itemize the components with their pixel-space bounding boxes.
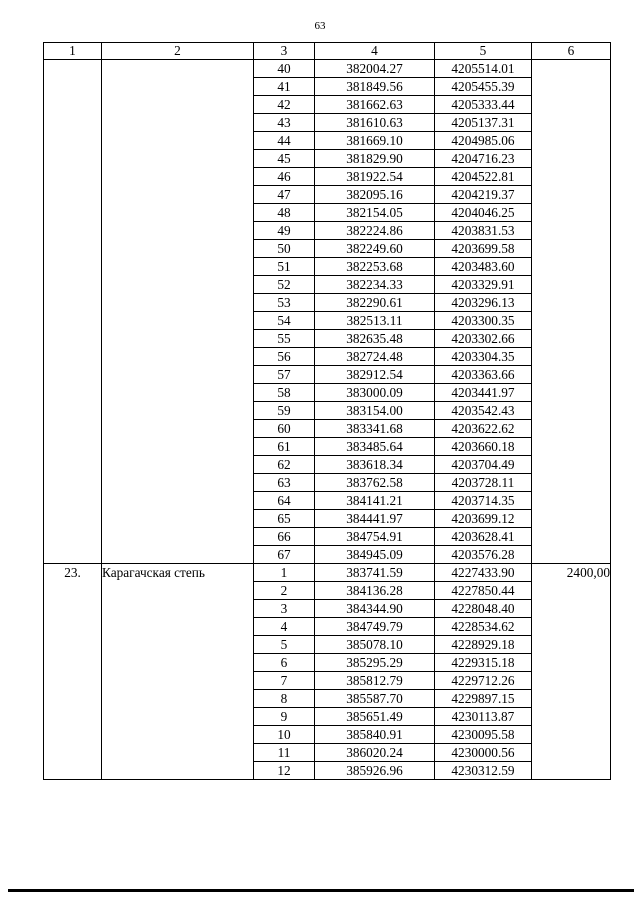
point-number: 65: [254, 510, 315, 528]
point-number: 40: [254, 60, 315, 78]
point-number: 52: [254, 276, 315, 294]
coord-y: 4204046.25: [435, 204, 532, 222]
section-number: [44, 60, 102, 564]
point-number: 51: [254, 258, 315, 276]
coord-y: 4203622.62: [435, 420, 532, 438]
coord-x: 382635.48: [315, 330, 435, 348]
coord-x: 382249.60: [315, 240, 435, 258]
coord-x: 381829.90: [315, 150, 435, 168]
coord-y: 4204219.37: [435, 186, 532, 204]
point-number: 11: [254, 744, 315, 762]
point-number: 50: [254, 240, 315, 258]
coord-x: 382912.54: [315, 366, 435, 384]
coord-y: 4203714.35: [435, 492, 532, 510]
point-number: 44: [254, 132, 315, 150]
coord-x: 381669.10: [315, 132, 435, 150]
coord-y: 4205137.31: [435, 114, 532, 132]
coord-x: 381610.63: [315, 114, 435, 132]
coord-x: 382253.68: [315, 258, 435, 276]
coord-x: 385812.79: [315, 672, 435, 690]
coord-x: 382224.86: [315, 222, 435, 240]
point-number: 48: [254, 204, 315, 222]
point-number: 42: [254, 96, 315, 114]
coord-y: 4205455.39: [435, 78, 532, 96]
coord-x: 382513.11: [315, 312, 435, 330]
section-name: [102, 60, 254, 564]
point-number: 12: [254, 762, 315, 780]
coord-x: 384136.28: [315, 582, 435, 600]
coord-x: 383341.68: [315, 420, 435, 438]
coord-x: 382290.61: [315, 294, 435, 312]
coord-y: 4203300.35: [435, 312, 532, 330]
coord-x: 382004.27: [315, 60, 435, 78]
coord-x: 386020.24: [315, 744, 435, 762]
column-header: 6: [532, 43, 611, 60]
coord-y: 4203628.41: [435, 528, 532, 546]
coord-y: 4203302.66: [435, 330, 532, 348]
point-number: 60: [254, 420, 315, 438]
coord-x: 385840.91: [315, 726, 435, 744]
coord-y: 4228929.18: [435, 636, 532, 654]
section-area: 2400,00: [532, 564, 611, 780]
coord-y: 4228534.62: [435, 618, 532, 636]
coord-y: 4228048.40: [435, 600, 532, 618]
section-area: [532, 60, 611, 564]
point-number: 63: [254, 474, 315, 492]
table-row: [44, 60, 611, 78]
point-number: 55: [254, 330, 315, 348]
coord-y: 4203576.28: [435, 546, 532, 564]
column-header: 3: [254, 43, 315, 60]
point-number: 4: [254, 618, 315, 636]
coord-y: 4203831.53: [435, 222, 532, 240]
point-number: 3: [254, 600, 315, 618]
coord-y: 4230000.56: [435, 744, 532, 762]
coord-x: 381849.56: [315, 78, 435, 96]
point-number: 45: [254, 150, 315, 168]
point-number: 47: [254, 186, 315, 204]
point-number: 66: [254, 528, 315, 546]
coord-y: 4203660.18: [435, 438, 532, 456]
coord-y: 4227433.90: [435, 564, 532, 582]
table-header: [44, 43, 611, 60]
coord-y: 4203483.60: [435, 258, 532, 276]
section-number: 23.: [44, 564, 102, 780]
coord-x: 383154.00: [315, 402, 435, 420]
point-number: 62: [254, 456, 315, 474]
coord-x: 383762.58: [315, 474, 435, 492]
coord-y: 4203704.49: [435, 456, 532, 474]
point-number: 1: [254, 564, 315, 582]
coord-x: 383485.64: [315, 438, 435, 456]
coord-x: 384141.21: [315, 492, 435, 510]
coord-x: 385926.96: [315, 762, 435, 780]
coord-x: 382154.05: [315, 204, 435, 222]
point-number: 53: [254, 294, 315, 312]
point-number: 9: [254, 708, 315, 726]
coord-x: 382234.33: [315, 276, 435, 294]
column-header: 2: [102, 43, 254, 60]
coord-x: 382724.48: [315, 348, 435, 366]
page-number: 63: [314, 20, 326, 32]
coord-y: 4203441.97: [435, 384, 532, 402]
coord-x: 385651.49: [315, 708, 435, 726]
header-row: [44, 43, 611, 60]
point-number: 7: [254, 672, 315, 690]
column-header: 5: [435, 43, 532, 60]
point-number: 49: [254, 222, 315, 240]
coord-y: 4230312.59: [435, 762, 532, 780]
coord-y: 4230095.58: [435, 726, 532, 744]
coord-x: 384344.90: [315, 600, 435, 618]
column-header: 1: [44, 43, 102, 60]
coord-y: 4203699.58: [435, 240, 532, 258]
coord-x: 382095.16: [315, 186, 435, 204]
point-number: 67: [254, 546, 315, 564]
coord-x: 384754.91: [315, 528, 435, 546]
point-number: 57: [254, 366, 315, 384]
coord-y: 4227850.44: [435, 582, 532, 600]
coord-x: 385078.10: [315, 636, 435, 654]
coord-x: 381662.63: [315, 96, 435, 114]
point-number: 2: [254, 582, 315, 600]
section-name: Карагачская степь: [102, 564, 254, 780]
coord-x: 381922.54: [315, 168, 435, 186]
point-number: 58: [254, 384, 315, 402]
coord-y: 4204522.81: [435, 168, 532, 186]
coord-x: 383000.09: [315, 384, 435, 402]
coord-y: 4229897.15: [435, 690, 532, 708]
coord-x: 384945.09: [315, 546, 435, 564]
point-number: 8: [254, 690, 315, 708]
coord-x: 384749.79: [315, 618, 435, 636]
coord-y: 4203304.35: [435, 348, 532, 366]
coord-y: 4230113.87: [435, 708, 532, 726]
coord-y: 4203329.91: [435, 276, 532, 294]
point-number: 61: [254, 438, 315, 456]
coord-x: 384441.97: [315, 510, 435, 528]
point-number: 46: [254, 168, 315, 186]
point-number: 59: [254, 402, 315, 420]
coord-x: 385587.70: [315, 690, 435, 708]
coord-y: 4203363.66: [435, 366, 532, 384]
point-number: 41: [254, 78, 315, 96]
coord-y: 4205333.44: [435, 96, 532, 114]
coord-y: 4203542.43: [435, 402, 532, 420]
coord-y: 4204716.23: [435, 150, 532, 168]
coord-y: 4229315.18: [435, 654, 532, 672]
point-number: 64: [254, 492, 315, 510]
coord-y: 4203296.13: [435, 294, 532, 312]
coord-y: 4205514.01: [435, 60, 532, 78]
bottom-rule: [8, 889, 634, 892]
point-number: 54: [254, 312, 315, 330]
point-number: 43: [254, 114, 315, 132]
point-number: 56: [254, 348, 315, 366]
coord-y: 4229712.26: [435, 672, 532, 690]
table-body: [44, 60, 611, 780]
point-number: 6: [254, 654, 315, 672]
point-number: 10: [254, 726, 315, 744]
coord-x: 383741.59: [315, 564, 435, 582]
coord-y: 4204985.06: [435, 132, 532, 150]
column-header: 4: [315, 43, 435, 60]
coord-x: 383618.34: [315, 456, 435, 474]
coordinates-table: [43, 42, 611, 780]
table-row: [44, 564, 611, 582]
coord-y: 4203699.12: [435, 510, 532, 528]
coord-x: 385295.29: [315, 654, 435, 672]
coord-y: 4203728.11: [435, 474, 532, 492]
point-number: 5: [254, 636, 315, 654]
